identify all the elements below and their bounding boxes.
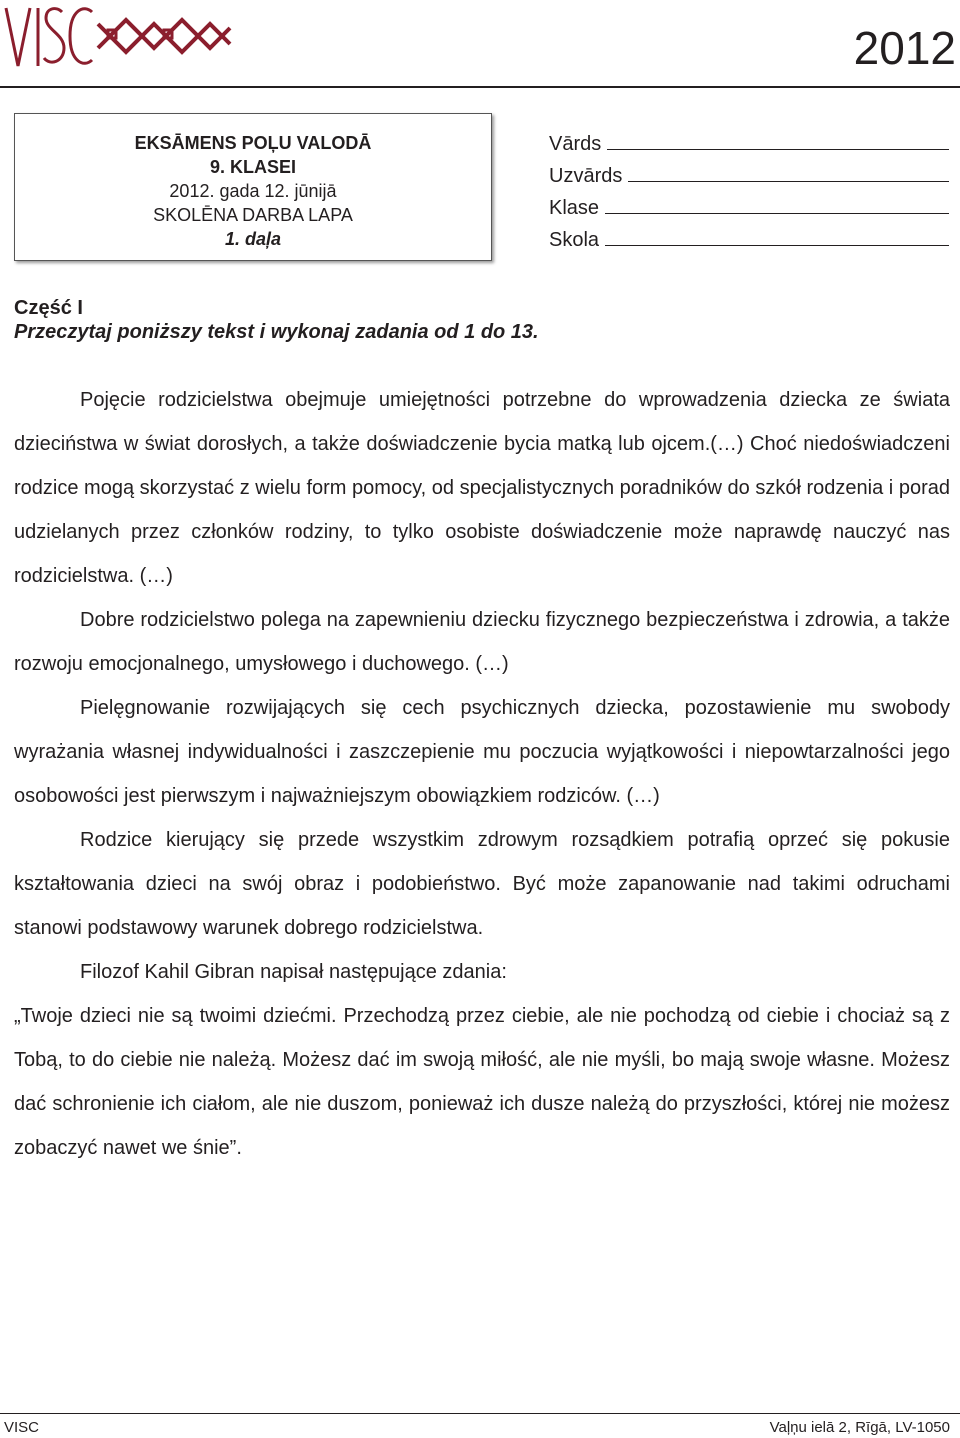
- field-label: Uzvārds: [549, 165, 623, 187]
- exam-info-box: [14, 113, 492, 261]
- field-name: [549, 124, 949, 156]
- student-fields: [549, 124, 949, 252]
- exam-year: 2012: [853, 22, 956, 74]
- field-label: Klase: [549, 197, 600, 219]
- class-input-line[interactable]: [605, 213, 949, 214]
- exam-date: 2012. gada 12. jūnijā: [169, 181, 337, 201]
- school-input-line[interactable]: [605, 245, 949, 246]
- paragraph: Dobre rodzicielstwo polega na zapewnieniu dziecku fizycznego bezpieczeństwa i zdrowia, a także rozwoju emocjonalnego, umysłowego i duchowego. (…): [14, 609, 950, 675]
- exam-grade: 9. KLASEI: [209, 157, 297, 177]
- paragraph: Filozof Kahil Gibran napisał następujące zdania:: [80, 961, 507, 983]
- field-class: [549, 188, 949, 220]
- name-input-line[interactable]: [607, 149, 949, 150]
- part-label: 1. daļa: [224, 229, 282, 249]
- visc-logo: [4, 4, 236, 70]
- field-label: Skola: [549, 229, 600, 251]
- footer-address: Vaļņu ielā 2, Rīgā, LV-1050: [769, 1419, 950, 1436]
- part-instruction: Przeczytaj poniższy tekst i wykonaj zadania od 1 do 13.: [14, 321, 539, 343]
- paragraph: Rodzice kierujący się przede wszystkim zdrowym rozsądkiem potrafią oprzeć się pokusie kształtowania dzieci na swój obraz i podobieństwo. Być może zapanowanie nad takimi odruchami stanowi podstawowy warunek dobrego rodzicielstwa.: [14, 829, 950, 939]
- header-divider: [0, 86, 960, 88]
- field-school: [549, 220, 949, 252]
- field-label: Vārds: [549, 133, 602, 155]
- worksheet-label: SKOLĒNA DARBA LAPA: [153, 205, 353, 225]
- part-title: Część I: [14, 297, 83, 319]
- paragraph: Pojęcie rodzicielstwa obejmuje umiejętności potrzebne do wprowadzenia dziecka ze świata dzieciństwa w świat dorosłych, a także doświadczenie bycia matką lub ojcem.(…) Choć niedoświadczeni rodzice mogą skorzystać z wielu form pomocy, od specjalistycznych poradników do szkół rodzenia i porad udzielanych przez członków rodziny, to tylko osobiste doświadczenie może naprawdę nauczyć nas rodzicielstwa. (…): [14, 389, 950, 587]
- paragraph: Pielęgnowanie rozwijających się cech psychicznych dziecka, pozostawienie mu swobody wyrażania własnej indywidualności i zaszczepienie mu poczucia wyjątkowości i niepowtarzalności jego osobowości jest pierwszym i najważniejszym obowiązkiem rodziców. (…): [14, 697, 950, 807]
- exam-title: EKSĀMENS POĻU VALODĀ: [134, 133, 372, 153]
- reading-text: [14, 378, 950, 1170]
- field-surname: [549, 156, 949, 188]
- footer-org: VISC: [4, 1419, 40, 1436]
- footer-divider: [0, 1413, 960, 1414]
- surname-input-line[interactable]: [628, 181, 949, 182]
- quote-paragraph: „Twoje dzieci nie są twoimi dziećmi. Przechodzą przez ciebie, ale nie pochodzą od ciebie i chociaż są z Tobą, to do ciebie nie należą. Możesz dać im swoją miłość, ale nie myśli, bo mają swoje własne. Możesz dać schronienie ich ciałom, ale nie duszom, ponieważ ich dusze należą do przyszłości, której nie możesz zobaczyć nawet we śnie”.: [14, 1005, 950, 1159]
